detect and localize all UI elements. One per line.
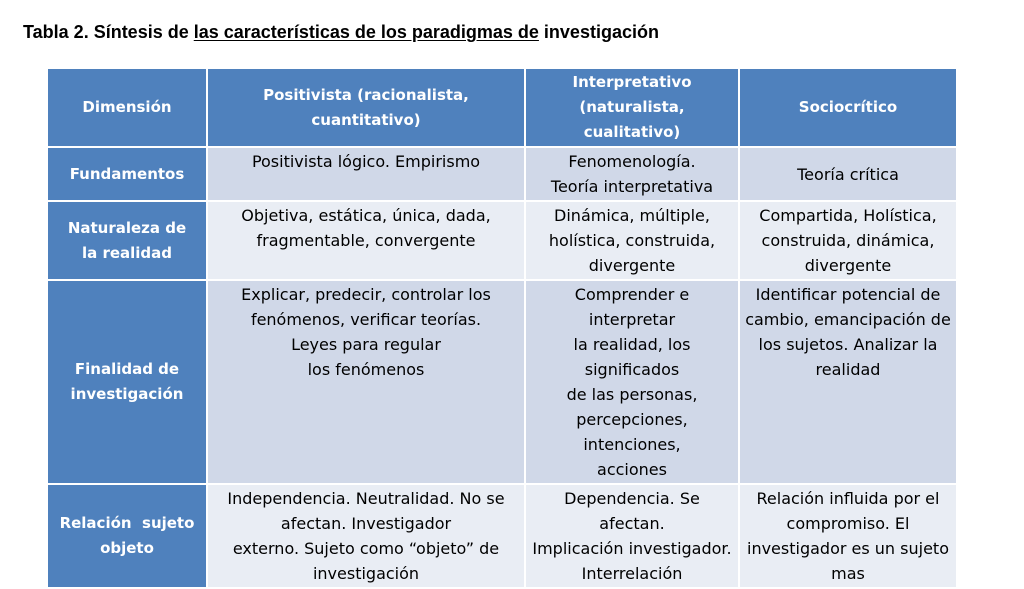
cell-line: Dinámica, múltiple, [554, 206, 710, 225]
table-row [47, 484, 957, 588]
cell-line: la realidad, los significados [573, 335, 691, 379]
sociocritico-cell [739, 147, 957, 201]
table-row [47, 280, 957, 484]
title-prefix: Tabla 2. Síntesis de [23, 22, 194, 42]
cell-line: realidad [815, 360, 881, 379]
cell-line: Compartida, Holística, [759, 206, 937, 225]
cell-line: los fenómenos [307, 360, 425, 379]
cell-line: Identificar potencial de [755, 285, 941, 304]
cell-line: Relación sujeto [59, 514, 195, 532]
cell-line: Fenomenología. [568, 152, 696, 171]
positivista-cell [207, 201, 525, 280]
cell-line: acciones [597, 460, 667, 479]
cell-line: construida, dinámica, [761, 231, 935, 250]
cell-line: Teoría interpretativa [550, 177, 714, 196]
header-sociocritico: Sociocrítico [739, 68, 957, 147]
sociocritico-cell [739, 280, 957, 484]
positivista-cell [207, 484, 525, 588]
interpretativo-cell [525, 201, 739, 280]
cell-line: fragmentable, convergente [256, 231, 476, 250]
cell-line: Leyes para regular [291, 335, 441, 354]
cell-line: fenómenos, verificar teorías. [250, 310, 482, 329]
cell-line: percepciones, intenciones, [576, 410, 688, 454]
page-title [23, 22, 659, 43]
cell-line: externo. Sujeto como “objeto” de [232, 539, 500, 558]
cell-line: Implicación investigador. [532, 539, 732, 558]
cell-line: Independencia. Neutralidad. No se [227, 489, 505, 508]
sociocritico-cell [739, 201, 957, 280]
cell-line: la realidad [81, 243, 173, 262]
cell-line: Naturaleza de [67, 218, 187, 237]
cell-line: Comprender e interpretar [574, 285, 690, 329]
header-dimension: Dimensión [47, 68, 207, 147]
row-dimension-cell [47, 147, 207, 201]
table-row [47, 201, 957, 280]
cell-line: Objetiva, estática, única, dada, [241, 206, 491, 225]
cell-line: Teoría crítica [797, 164, 899, 184]
interpretativo-cell [525, 147, 739, 201]
cell-line: cambio, emancipación de [745, 310, 951, 329]
cell-line: compromiso. El [786, 514, 910, 533]
cell-line: Positivista lógico. Empirismo [251, 152, 481, 171]
cell-line: de las personas, [566, 385, 698, 404]
positivista-cell [207, 147, 525, 201]
positivista-cell [207, 280, 525, 484]
cell-line: Dependencia. Se afectan. [564, 489, 700, 533]
cell-line: investigación [312, 564, 420, 583]
row-dimension-cell [47, 484, 207, 588]
cell-line: Interrelación [581, 564, 683, 583]
cell-line: investigación [70, 385, 184, 403]
cell-line: mas [831, 564, 865, 583]
cell-line: Finalidad de [74, 360, 180, 378]
header-positivista: Positivista (racionalista, cuantitativo) [207, 68, 525, 147]
header-row [47, 68, 957, 147]
row-dimension-cell [47, 201, 207, 280]
interpretativo-cell [525, 484, 739, 588]
cell-line: holística, construida, [548, 231, 716, 250]
cell-line: Fundamentos [69, 164, 185, 183]
cell-line: Relación influida por el [756, 489, 940, 508]
cell-line: divergente [588, 256, 676, 275]
paradigms-table [46, 67, 958, 589]
title-underlined: las características de los paradigmas de [193, 22, 539, 42]
row-dimension-cell [47, 280, 207, 484]
cell-line: investigador es un sujeto [747, 539, 949, 558]
header-interpretativo: Interpretativo (naturalista, cualitativo) [525, 68, 739, 147]
cell-line: los sujetos. Analizar la [758, 335, 938, 354]
interpretativo-cell [525, 280, 739, 484]
cell-line: afectan. Investigador [280, 514, 452, 533]
sociocritico-cell [739, 484, 957, 588]
cell-line: Explicar, predecir, controlar los [241, 285, 491, 304]
cell-line: divergente [804, 256, 892, 275]
table-row [47, 147, 957, 201]
cell-line: objeto [100, 539, 154, 557]
title-suffix: investigación [538, 22, 659, 42]
